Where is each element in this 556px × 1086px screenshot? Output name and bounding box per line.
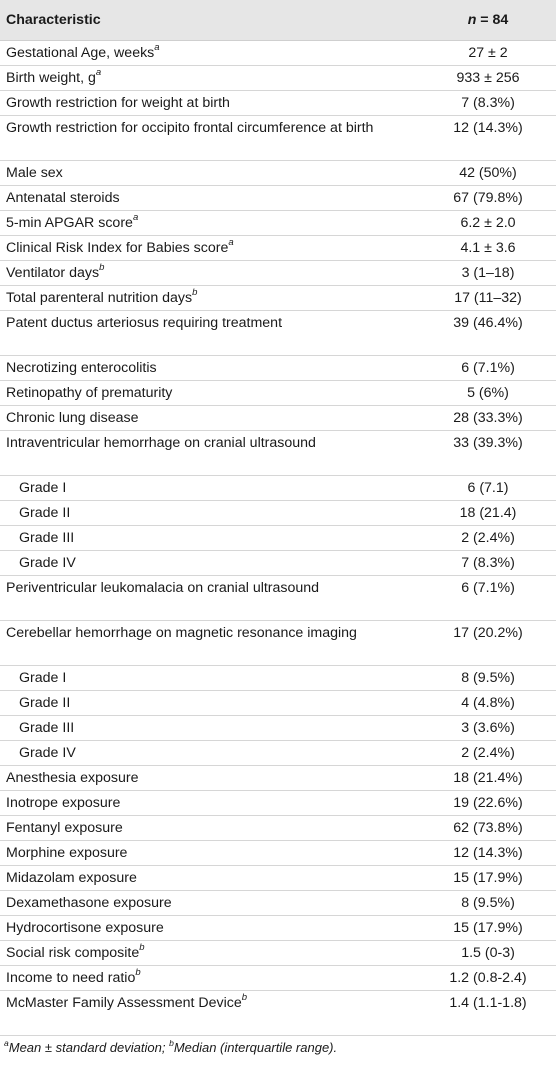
characteristic-label: Grade III xyxy=(19,530,75,546)
table-row xyxy=(0,866,556,891)
characteristic-label: Cerebellar hemorrhage on magnetic resonance imaging xyxy=(6,625,357,641)
table-row xyxy=(0,161,556,186)
footnote-marker: b xyxy=(99,262,105,274)
characteristic-cell xyxy=(0,186,420,211)
header-n-symbol: n xyxy=(467,12,477,28)
characteristic-cell xyxy=(0,356,420,381)
table-header xyxy=(0,0,556,41)
table-row xyxy=(0,476,556,501)
footnote-marker: b xyxy=(241,992,248,1004)
footnote-marker: a xyxy=(95,67,102,79)
value-cell: 3 (1–18) xyxy=(420,261,556,286)
characteristic-cell xyxy=(0,406,420,431)
table-row xyxy=(0,791,556,816)
characteristic-label: Midazolam exposure xyxy=(6,870,137,886)
characteristic-label: McMaster Family Assessment Device xyxy=(6,995,242,1011)
characteristic-cell xyxy=(0,621,420,666)
value-cell: 6 (7.1%) xyxy=(420,576,556,621)
characteristic-cell xyxy=(0,841,420,866)
characteristic-label: Periventricular leukomalacia on cranial ultrasound xyxy=(6,580,320,596)
value-cell: 19 (22.6%) xyxy=(420,791,556,816)
table-row xyxy=(0,116,556,161)
characteristic-cell xyxy=(0,551,420,576)
characteristic-cell xyxy=(0,501,420,526)
characteristic-label: Intraventricular hemorrhage on cranial ultrasound xyxy=(6,435,316,451)
value-cell: 4.1 ± 3.6 xyxy=(420,236,556,261)
table-row xyxy=(0,356,556,381)
table-row xyxy=(0,551,556,576)
table-row xyxy=(0,691,556,716)
table-row xyxy=(0,381,556,406)
characteristic-label: Necrotizing enterocolitis xyxy=(6,360,157,376)
characteristic-cell xyxy=(0,741,420,766)
characteristic-label: Grade IV xyxy=(19,745,76,761)
value-cell: 12 (14.3%) xyxy=(420,116,556,161)
table-row xyxy=(0,501,556,526)
characteristic-label: Social risk composite xyxy=(6,945,140,961)
table-row xyxy=(0,66,556,91)
footnote-marker: a xyxy=(132,212,139,224)
table-row xyxy=(0,816,556,841)
value-cell: 18 (21.4%) xyxy=(420,766,556,791)
footnote-marker: a xyxy=(154,42,160,54)
characteristic-cell xyxy=(0,476,420,501)
header-n-value: = 84 xyxy=(476,12,509,28)
characteristic-cell xyxy=(0,116,420,161)
table-row xyxy=(0,311,556,356)
header-row xyxy=(0,0,556,41)
characteristic-cell xyxy=(0,866,420,891)
characteristic-label: Birth weight, g xyxy=(6,70,96,86)
characteristic-label: Morphine exposure xyxy=(6,845,128,861)
value-cell: 3 (3.6%) xyxy=(420,716,556,741)
table-row xyxy=(0,406,556,431)
characteristic-label: Patent ductus arteriosus requiring treatment xyxy=(6,315,283,331)
characteristic-label: Chronic lung disease xyxy=(6,410,139,426)
characteristic-label: Retinopathy of prematurity xyxy=(6,385,173,401)
characteristic-cell xyxy=(0,916,420,941)
footnote-marker: a xyxy=(228,237,234,249)
characteristic-label: Ventilator days xyxy=(6,265,100,281)
table-row xyxy=(0,966,556,991)
footnote-b-text: Median (interquartile range). xyxy=(173,1040,338,1055)
value-cell: 27 ± 2 xyxy=(420,41,556,66)
characteristic-label: Growth restriction for occipito frontal circumference at birth xyxy=(6,120,374,136)
value-cell: 62 (73.8%) xyxy=(420,816,556,841)
footnote-mark-b: b xyxy=(169,1037,174,1048)
footnote-mark-a: a xyxy=(4,1037,9,1048)
characteristic-cell xyxy=(0,766,420,791)
value-cell: 5 (6%) xyxy=(420,381,556,406)
value-cell: 1.4 (1.1-1.8) xyxy=(420,991,556,1036)
footnote-marker: b xyxy=(192,287,198,299)
characteristic-cell xyxy=(0,791,420,816)
table-row xyxy=(0,236,556,261)
value-cell: 17 (11–32) xyxy=(420,286,556,311)
characteristic-label: Growth restriction for weight at birth xyxy=(6,95,230,111)
characteristic-label: Hydrocortisone exposure xyxy=(6,920,164,936)
characteristic-cell xyxy=(0,691,420,716)
table-row xyxy=(0,841,556,866)
characteristic-cell xyxy=(0,261,420,286)
value-cell: 15 (17.9%) xyxy=(420,916,556,941)
table-row xyxy=(0,891,556,916)
table-row xyxy=(0,261,556,286)
table-row xyxy=(0,621,556,666)
value-cell: 12 (14.3%) xyxy=(420,841,556,866)
characteristic-cell xyxy=(0,891,420,916)
value-cell: 7 (8.3%) xyxy=(420,91,556,116)
characteristic-cell xyxy=(0,236,420,261)
characteristic-cell xyxy=(0,576,420,621)
characteristic-cell xyxy=(0,286,420,311)
table-row xyxy=(0,286,556,311)
table-row xyxy=(0,916,556,941)
value-cell: 6 (7.1) xyxy=(420,476,556,501)
characteristic-cell xyxy=(0,311,420,356)
characteristic-label: Inotrope exposure xyxy=(6,795,121,811)
value-cell: 15 (17.9%) xyxy=(420,866,556,891)
value-cell: 2 (2.4%) xyxy=(420,741,556,766)
value-cell: 67 (79.8%) xyxy=(420,186,556,211)
characteristic-label: Anesthesia exposure xyxy=(6,770,139,786)
value-cell: 1.2 (0.8-2.4) xyxy=(420,966,556,991)
characteristic-label: Dexamethasone exposure xyxy=(6,895,172,911)
table-row xyxy=(0,526,556,551)
footnote-a-text: Mean ± standard deviation; xyxy=(8,1040,170,1055)
characteristic-cell xyxy=(0,666,420,691)
value-cell: 39 (46.4%) xyxy=(420,311,556,356)
header-characteristic: Characteristic xyxy=(0,0,420,41)
footnote-marker: b xyxy=(139,942,145,954)
table-footnote xyxy=(0,1036,556,1055)
characteristic-cell xyxy=(0,991,420,1036)
table-body xyxy=(0,41,556,1036)
table-row xyxy=(0,741,556,766)
table-row xyxy=(0,666,556,691)
characteristic-label: Clinical Risk Index for Babies score xyxy=(6,240,229,256)
characteristic-label: Income to need ratio xyxy=(6,970,136,986)
characteristic-label: Fentanyl exposure xyxy=(6,820,123,836)
value-cell: 933 ± 256 xyxy=(420,66,556,91)
table-row xyxy=(0,716,556,741)
table-row xyxy=(0,941,556,966)
table-row xyxy=(0,41,556,66)
characteristic-cell xyxy=(0,381,420,406)
characteristic-cell xyxy=(0,716,420,741)
value-cell: 42 (50%) xyxy=(420,161,556,186)
table-row xyxy=(0,211,556,236)
value-cell: 1.5 (0-3) xyxy=(420,941,556,966)
characteristic-cell xyxy=(0,526,420,551)
characteristic-cell xyxy=(0,211,420,236)
characteristic-label: Grade II xyxy=(19,505,71,521)
value-cell: 8 (9.5%) xyxy=(420,666,556,691)
characteristic-cell xyxy=(0,431,420,476)
table-row xyxy=(0,186,556,211)
value-cell: 8 (9.5%) xyxy=(420,891,556,916)
value-cell: 4 (4.8%) xyxy=(420,691,556,716)
table-row xyxy=(0,991,556,1036)
characteristic-label: Grade IV xyxy=(19,555,76,571)
characteristic-label: Grade I xyxy=(19,670,67,686)
value-cell: 2 (2.4%) xyxy=(420,526,556,551)
table-row xyxy=(0,576,556,621)
characteristic-cell xyxy=(0,91,420,116)
characteristic-cell xyxy=(0,161,420,186)
characteristic-label: Gestational Age, weeks xyxy=(6,45,155,61)
value-cell: 18 (21.4) xyxy=(420,501,556,526)
characteristic-label: Antenatal steroids xyxy=(6,190,120,206)
footnote-marker: b xyxy=(135,967,141,979)
value-cell: 28 (33.3%) xyxy=(420,406,556,431)
characteristic-label: 5-min APGAR score xyxy=(6,215,133,231)
table-row xyxy=(0,766,556,791)
value-cell: 7 (8.3%) xyxy=(420,551,556,576)
characteristic-cell xyxy=(0,966,420,991)
value-cell: 33 (39.3%) xyxy=(420,431,556,476)
characteristic-label: Total parenteral nutrition days xyxy=(6,290,193,306)
characteristic-label: Male sex xyxy=(6,165,63,181)
characteristic-cell xyxy=(0,816,420,841)
table-row xyxy=(0,91,556,116)
table-row xyxy=(0,431,556,476)
characteristic-cell xyxy=(0,41,420,66)
header-sample-size xyxy=(420,0,556,41)
value-cell: 6.2 ± 2.0 xyxy=(420,211,556,236)
characteristic-label: Grade II xyxy=(19,695,71,711)
characteristic-label: Grade III xyxy=(19,720,75,736)
characteristic-cell xyxy=(0,66,420,91)
value-cell: 17 (20.2%) xyxy=(420,621,556,666)
characteristic-label: Grade I xyxy=(19,480,67,496)
value-cell: 6 (7.1%) xyxy=(420,356,556,381)
characteristic-cell xyxy=(0,941,420,966)
